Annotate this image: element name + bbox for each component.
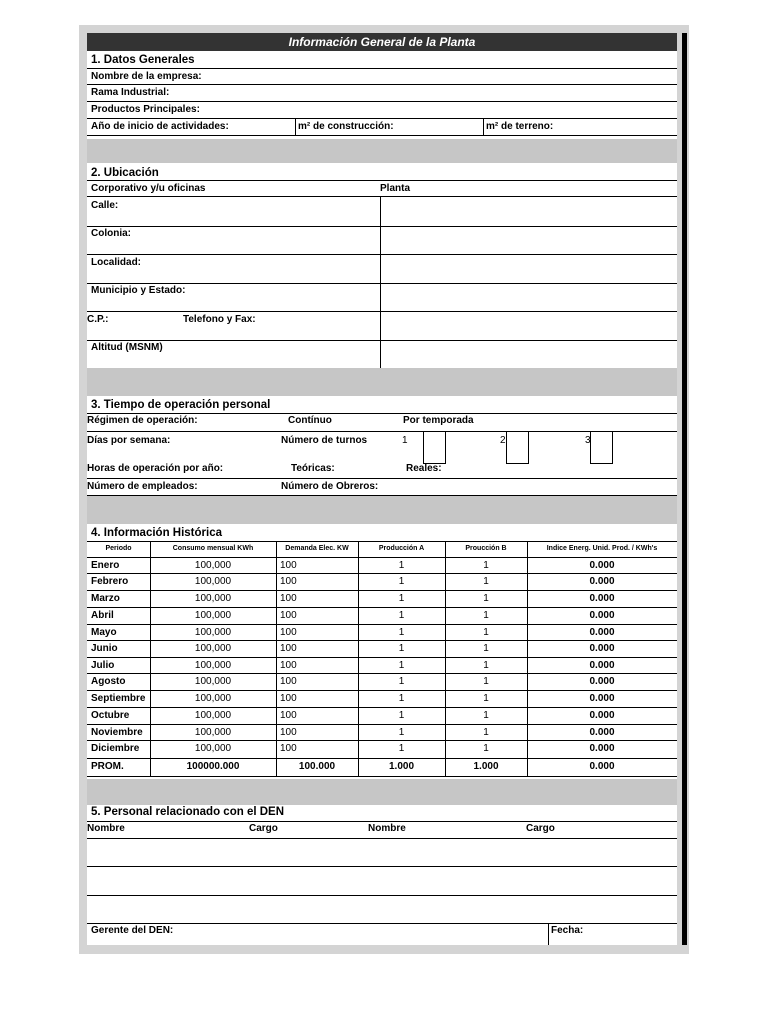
m2-terreno-field[interactable]: m² de terreno: <box>486 121 554 132</box>
cell-periodo: Octubre <box>91 710 130 721</box>
row-divider <box>87 758 677 759</box>
prom-cell-indice: 0.000 <box>589 761 615 772</box>
cell-produccion-a: 1 <box>398 560 405 571</box>
cell-indice: 0.000 <box>589 727 615 738</box>
calle-field[interactable]: Calle: <box>91 200 119 211</box>
cell-produccion-a: 1 <box>398 643 405 654</box>
cell-periodo: Mayo <box>91 627 117 638</box>
cell-periodo: Diciembre <box>91 743 140 754</box>
cell-indice: 0.000 <box>589 610 615 621</box>
row-divider <box>87 607 677 608</box>
cell-produccion-a: 1 <box>398 593 405 604</box>
rama-field[interactable]: Rama Industrial: <box>91 87 170 98</box>
column-header-indice: Indice Energ. Unid. Prod. / KWh's <box>546 545 658 552</box>
column-header-demanda: Demanda Elec. KW <box>285 545 349 552</box>
cell-demanda: 100 <box>280 676 297 687</box>
cell-demanda: 100 <box>280 627 297 638</box>
cp-field[interactable]: C.P.: <box>87 314 109 325</box>
cell-consumo: 100,000 <box>194 727 232 738</box>
row-divider <box>87 557 677 558</box>
separator-band <box>87 779 677 805</box>
cell-demanda: 100 <box>280 693 297 704</box>
cell-consumo: 100,000 <box>194 676 232 687</box>
cell-periodo: Febrero <box>91 576 129 587</box>
column-header-produccion-a: Producción A <box>378 545 425 552</box>
altitud-field[interactable]: Altitud (MSNM) <box>91 342 163 353</box>
cell-periodo: Noviembre <box>91 727 143 738</box>
m2-construccion-field[interactable]: m² de construcción: <box>298 121 394 132</box>
anio-field[interactable]: Año de inicio de actividades: <box>91 121 229 132</box>
prom-cell-produccion-a: 1.000 <box>388 761 415 772</box>
form-title: Información General de la Planta <box>87 33 677 51</box>
cell-produccion-a: 1 <box>398 743 405 754</box>
cell-consumo: 100,000 <box>194 576 232 587</box>
column-header-produccion-b: Proucción B <box>465 545 507 552</box>
separator-band <box>87 496 677 524</box>
turno-1-label: 1 <box>402 435 408 446</box>
cell-indice: 0.000 <box>589 576 615 587</box>
turno-3-checkbox[interactable] <box>590 431 613 464</box>
cell-periodo: Abril <box>91 610 114 621</box>
cell-consumo: 100,000 <box>194 593 232 604</box>
cell-demanda: 100 <box>280 743 297 754</box>
colonia-field[interactable]: Colonia: <box>91 228 131 239</box>
empleados-field[interactable]: Número de empleados: <box>87 481 198 492</box>
cell-indice: 0.000 <box>589 743 615 754</box>
cell-indice: 0.000 <box>589 643 615 654</box>
productos-field[interactable]: Productos Principales: <box>91 104 200 115</box>
row-divider <box>87 640 677 641</box>
cell-periodo: Enero <box>91 560 120 571</box>
dias-label: Días por semana: <box>87 435 171 446</box>
cell-demanda: 100 <box>280 660 297 671</box>
cell-produccion-b: 1 <box>483 610 489 621</box>
cell-consumo: 100,000 <box>194 610 232 621</box>
cell-consumo: 100,000 <box>194 660 232 671</box>
cell-demanda: 100 <box>280 710 297 721</box>
row-divider <box>87 707 677 708</box>
cell-demanda: 100 <box>280 727 297 738</box>
cell-produccion-a: 1 <box>398 727 405 738</box>
row-divider <box>87 740 677 741</box>
section-1-heading: 1. Datos Generales <box>91 54 195 66</box>
separator-band <box>87 368 677 396</box>
cell-periodo: Marzo <box>91 593 120 604</box>
temporada-option[interactable]: Por temporada <box>403 415 474 426</box>
turno-2-checkbox[interactable] <box>506 431 529 464</box>
cell-indice: 0.000 <box>589 693 615 704</box>
cell-demanda: 100 <box>280 560 297 571</box>
cell-demanda: 100 <box>280 593 297 604</box>
row-divider <box>87 657 677 658</box>
prom-cell-produccion-b: 1.000 <box>473 761 499 772</box>
prom-cell-demanda: 100.000 <box>298 761 336 772</box>
gerente-field[interactable]: Gerente del DEN: <box>91 925 174 936</box>
cell-produccion-a: 1 <box>398 693 405 704</box>
cell-produccion-b: 1 <box>483 660 489 671</box>
row-divider <box>87 724 677 725</box>
localidad-field[interactable]: Localidad: <box>91 257 142 268</box>
cell-consumo: 100,000 <box>194 627 232 638</box>
cell-consumo: 100,000 <box>194 693 232 704</box>
cell-periodo: Septiembre <box>91 693 146 704</box>
prom-cell-periodo: PROM. <box>91 761 124 772</box>
empresa-field[interactable]: Nombre de la empresa: <box>91 71 202 82</box>
page-edge-bar <box>682 33 687 945</box>
cargo-column-2: Cargo <box>526 823 555 834</box>
telefono-field[interactable]: Telefono y Fax: <box>183 314 256 325</box>
reales-field[interactable]: Reales: <box>406 463 442 474</box>
cell-produccion-b: 1 <box>483 593 489 604</box>
cell-produccion-b: 1 <box>483 710 489 721</box>
turno-3-label: 3 <box>585 435 591 446</box>
cell-consumo: 100,000 <box>194 643 232 654</box>
cell-consumo: 100,000 <box>194 560 232 571</box>
separator-band <box>87 139 677 163</box>
cargo-column-1: Cargo <box>249 823 278 834</box>
cell-demanda: 100 <box>280 643 297 654</box>
cell-produccion-b: 1 <box>483 676 489 687</box>
turnos-label: Número de turnos <box>281 435 368 446</box>
cell-produccion-b: 1 <box>483 643 489 654</box>
cell-produccion-a: 1 <box>398 660 405 671</box>
cell-periodo: Agosto <box>91 676 126 687</box>
regimen-label: Régimen de operación: <box>87 415 198 426</box>
continuo-option[interactable]: Contínuo <box>288 415 332 426</box>
cell-indice: 0.000 <box>589 560 615 571</box>
cell-consumo: 100,000 <box>194 710 232 721</box>
cell-indice: 0.000 <box>589 710 615 721</box>
teoricas-field[interactable]: Teóricas: <box>291 463 335 474</box>
cell-periodo: Junio <box>91 643 118 654</box>
cell-produccion-b: 1 <box>483 576 489 587</box>
municipio-field[interactable]: Municipio y Estado: <box>91 285 186 296</box>
column-header-periodo: Periodo <box>105 545 132 552</box>
cell-produccion-b: 1 <box>483 727 489 738</box>
turno-1-checkbox[interactable] <box>423 431 446 464</box>
section-5-heading: 5. Personal relacionado con el DEN <box>91 806 285 818</box>
fecha-field[interactable]: Fecha: <box>551 925 584 936</box>
cell-produccion-a: 1 <box>398 576 405 587</box>
horas-label: Horas de operación por año: <box>87 463 224 474</box>
cell-produccion-b: 1 <box>483 693 489 704</box>
cell-indice: 0.000 <box>589 660 615 671</box>
row-divider <box>87 673 677 674</box>
cell-consumo: 100,000 <box>194 743 232 754</box>
section-4-heading: 4. Información Histórica <box>91 527 223 539</box>
row-divider <box>87 590 677 591</box>
section-3-heading: 3. Tiempo de operación personal <box>91 399 271 411</box>
turno-2-label: 2 <box>500 435 506 446</box>
cell-indice: 0.000 <box>589 676 615 687</box>
cell-produccion-a: 1 <box>398 627 405 638</box>
obreros-field[interactable]: Número de Obreros: <box>281 481 379 492</box>
corporativo-label: Corporativo y/u oficinas <box>91 183 206 194</box>
cell-produccion-a: 1 <box>398 710 405 721</box>
nombre-column-2: Nombre <box>368 823 406 834</box>
cell-indice: 0.000 <box>589 593 615 604</box>
cell-produccion-a: 1 <box>398 610 405 621</box>
nombre-column-1: Nombre <box>87 823 125 834</box>
row-divider <box>87 573 677 574</box>
cell-produccion-b: 1 <box>483 627 489 638</box>
row-divider <box>87 690 677 691</box>
planta-label: Planta <box>380 183 411 194</box>
prom-cell-consumo: 100000.000 <box>186 761 240 772</box>
section-2-heading: 2. Ubicación <box>91 167 159 179</box>
cell-produccion-b: 1 <box>483 743 489 754</box>
cell-produccion-a: 1 <box>398 676 405 687</box>
row-divider <box>87 624 677 625</box>
cell-indice: 0.000 <box>589 627 615 638</box>
cell-demanda: 100 <box>280 576 297 587</box>
cell-produccion-b: 1 <box>483 560 489 571</box>
cell-demanda: 100 <box>280 610 297 621</box>
column-header-consumo: Consumo mensual KWh <box>172 545 254 552</box>
cell-periodo: Julio <box>91 660 115 671</box>
